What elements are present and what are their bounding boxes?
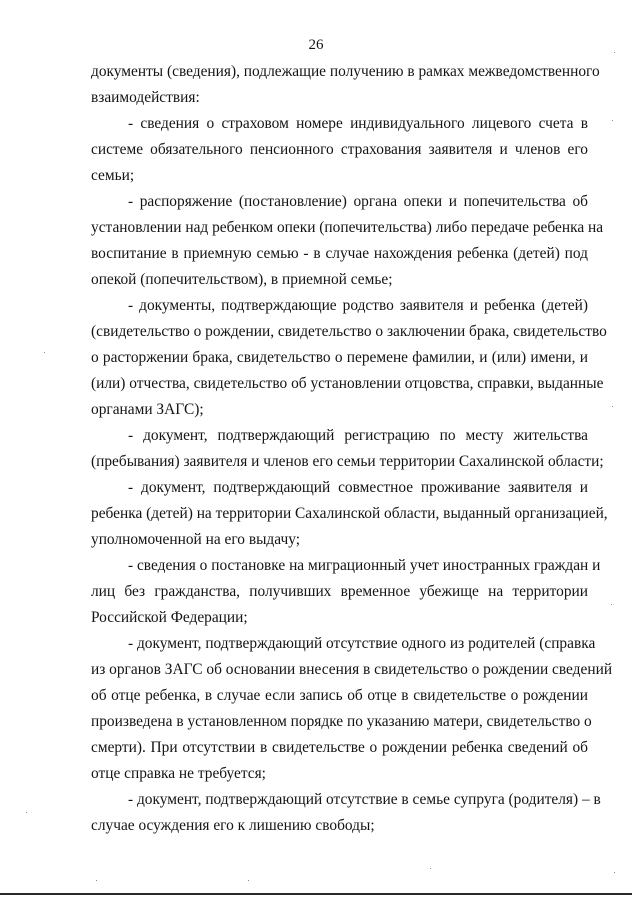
text-line: (свидетельство о рождении, свидетельство о заключении брака, свидетельство xyxy=(91,323,607,340)
text-line: случае осуждения его к лишению свободы; xyxy=(91,817,375,834)
text-line: смерти). При отсутствии в свидетельстве о рождении ребенка сведений об xyxy=(91,739,588,756)
text-line: (или) отчества, свидетельство об установлении отцовства, справки, выданные xyxy=(91,375,604,392)
scan-speck xyxy=(612,120,613,121)
scan-speck xyxy=(611,604,612,605)
text-line: семьи; xyxy=(91,167,135,184)
text-line: - сведения о страховом номере индивидуального лицевого счета в xyxy=(128,115,588,132)
text-line: - документ, подтверждающий отсутствие одного из родителей (справка xyxy=(128,635,596,652)
text-line: - сведения о постановке на миграционный учет иностранных граждан и xyxy=(128,557,601,574)
text-line: - документ, подтверждающий регистрацию по месту жительства xyxy=(128,427,588,444)
text-line: произведена в установленном порядке по указанию матери, свидетельство о xyxy=(91,713,592,730)
text-line: о расторжении брака, свидетельство о перемене фамилии, и (или) имени, и xyxy=(91,349,588,366)
text-line: - документ, подтверждающий совместное проживание заявителя и xyxy=(128,479,588,496)
text-line: (пребывания) заявителя и членов его семьи территории Сахалинской области; xyxy=(91,453,604,470)
text-line: опекой (попечительством), в приемной семье; xyxy=(91,271,393,288)
text-line: органами ЗАГС); xyxy=(91,401,204,418)
text-line: системе обязательного пенсионного страхования заявителя и членов его xyxy=(91,141,588,158)
text-line: уполномоченной на его выдачу; xyxy=(91,531,300,548)
scan-speck xyxy=(96,880,97,881)
page-number: 26 xyxy=(308,37,324,53)
scan-speck xyxy=(430,868,431,869)
text-line: документы (сведения), подлежащие получению в рамках межведомственного xyxy=(91,63,600,80)
scan-speck xyxy=(614,872,615,873)
scan-speck xyxy=(26,812,27,813)
scan-bottom-edge xyxy=(0,893,632,895)
scan-speck xyxy=(612,406,613,407)
text-line: - документ, подтверждающий отсутствие в семье супруга (родителя) – в xyxy=(128,791,601,808)
scan-speck xyxy=(44,352,45,353)
text-line: взаимодействия: xyxy=(91,89,200,106)
text-line: ребенка (детей) на территории Сахалинской области, выданный организацией, xyxy=(91,505,608,522)
text-line: - документы, подтверждающие родство заявителя и ребенка (детей) xyxy=(128,297,588,314)
text-line: Российской Федерации; xyxy=(91,609,248,626)
text-line: отце справка не требуется; xyxy=(91,765,266,782)
text-line: - распоряжение (постановление) органа опеки и попечительства об xyxy=(128,193,588,210)
text-line: лиц без гражданства, получивших временное убежище на территории xyxy=(91,583,588,600)
scan-speck xyxy=(248,880,249,881)
text-line: из органов ЗАГС об основании внесения в свидетельство о рождении сведений xyxy=(91,661,613,678)
scan-speck xyxy=(614,52,615,53)
text-line: воспитание в приемную семью - в случае нахождения ребенка (детей) под xyxy=(91,245,588,262)
text-line: об отце ребенка, в случае если запись об отце в свидетельстве о рождении xyxy=(91,687,588,704)
text-line: установлении над ребенком опеки (попечительства) либо передаче ребенка на xyxy=(91,219,604,236)
